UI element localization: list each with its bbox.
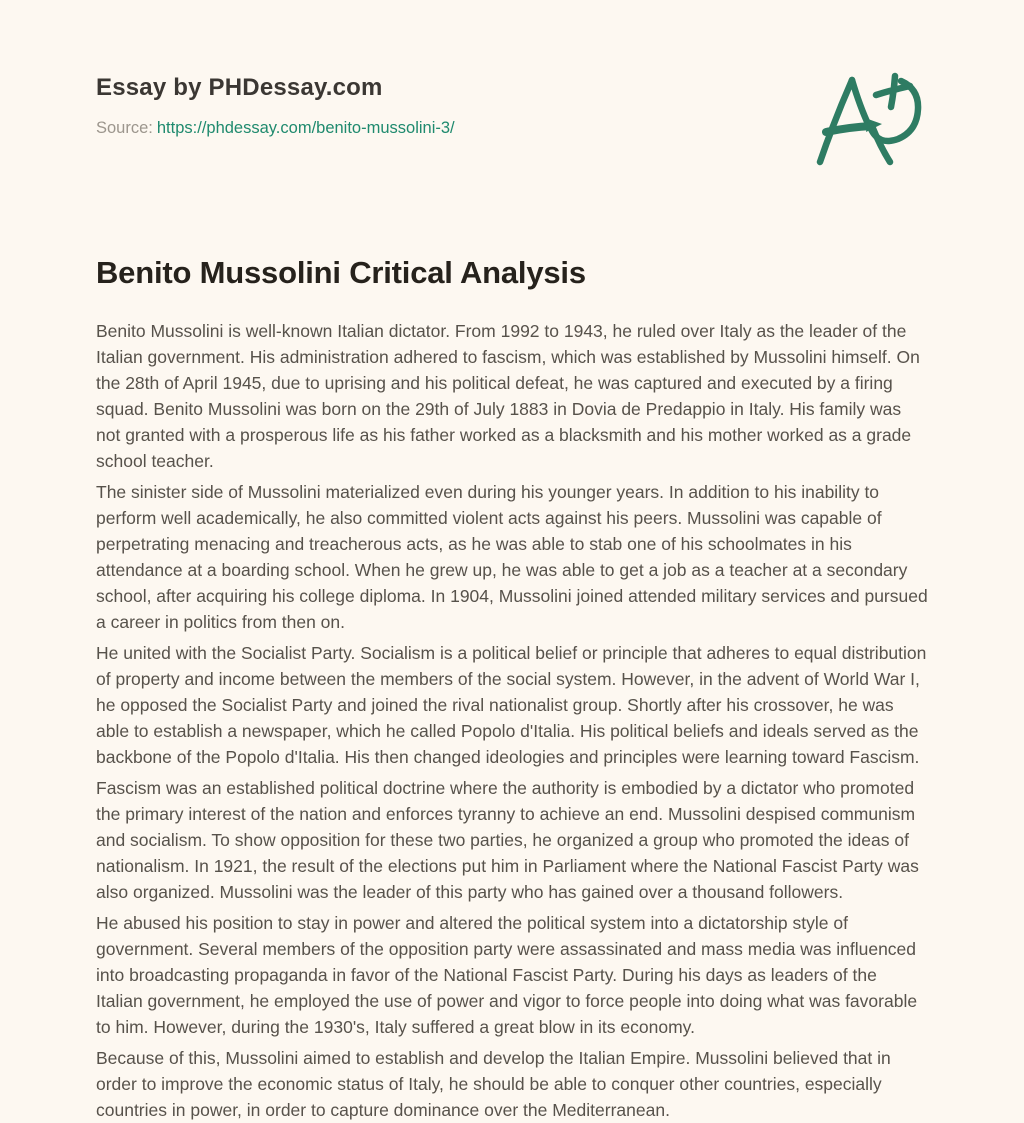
essay-paragraph-1: Benito Mussolini is well-known Italian dictator. From 1992 to 1943, he ruled over Italy as the leader of the Italian government. His administration adhered to fascism, which was established by Mussolini himself. On the 28th of April 1945, due to uprising and his political defeat, he was captured and executed by a firing squad. Benito Mussolini was born on the 29th of July 1883 in Dovia de Predappio in Italy. His family was not granted with a prosperous life as his father worked as a blacksmith and his mother worked as a grade school teacher. bbox=[96, 321, 920, 471]
essay-paragraph-3: He united with the Socialist Party. Socialism is a political belief or principle that adheres to equal distribution of property and income between the members of the social system. However, in the advent of World War I, he opposed the Socialist Party and joined the rival nationalist group. Shortly after his crossover, he was able to establish a newspaper, which he called Popolo d'Italia. His political beliefs and ideals served as the backbone of the Popolo d'Italia. His then changed ideologies and principles were learning toward Fascism. bbox=[96, 643, 927, 767]
site-title: Essay by PHDessay.com bbox=[96, 74, 383, 101]
essay-title: Benito Mussolini Critical Analysis bbox=[96, 255, 586, 290]
essay-paragraph-6: Because of this, Mussolini aimed to establish and develop the Italian Empire. Mussolini believed that in order to improve the economic status of Italy, he should be able to conquer other countries, especially countries in power, in order to capture dominance over the Mediterranean. bbox=[96, 1048, 891, 1120]
logo-a-crossbar bbox=[826, 126, 872, 132]
header-text-block bbox=[96, 74, 455, 138]
source-line bbox=[96, 119, 455, 138]
essay-paragraph-2: The sinister side of Mussolini materialized even during his younger years. In addition to his inability to perform well academically, he also committed violent acts against his peers. Mussolini was capable of perpetrating menacing and treacherous acts, as he was able to stab one of his schoolmates in his attendance at a boarding school. When he grew up, he was able to get a job as a teacher at a secondary school, after acquiring his college diploma. In 1904, Mussolini joined attended military services and pursued a career in politics from then on. bbox=[96, 482, 928, 632]
essay-paragraph-4: Fascism was an established political doctrine where the authority is embodied by a dictator who promoted the primary interest of the nation and enforces tyranny to achieve an end. Mussolini despised communism and socialism. To show opposition for these two parties, he organized a group who promoted the ideas of nationalism. In 1921, the result of the elections put him in Parliament where the National Fascist Party was also organized. Mussolini was the leader of this party who has gained over a thousand followers. bbox=[96, 778, 919, 902]
page-header bbox=[96, 74, 928, 169]
phdessay-aplus-logo bbox=[816, 69, 928, 169]
logo-a-left-stroke bbox=[820, 80, 852, 162]
essay-paragraph-5: He abused his position to stay in power and altered the political system into a dictatorship style of government. Several members of the opposition party were assassinated and mass media was influenced into broadcasting propaganda in favor of the National Fascist Party. During his days as leaders of the Italian government, he employed the use of power and vigor to force people into doing what was favorable to him. However, during the 1930's, Italy suffered a great blow in its economy. bbox=[96, 913, 918, 1037]
source-link[interactable]: https://phdessay.com/benito-mussolini-3/ bbox=[156, 119, 455, 137]
source-label: Source: bbox=[96, 119, 153, 137]
logo-a-right-stroke bbox=[852, 80, 869, 126]
essay-body bbox=[96, 318, 928, 1123]
